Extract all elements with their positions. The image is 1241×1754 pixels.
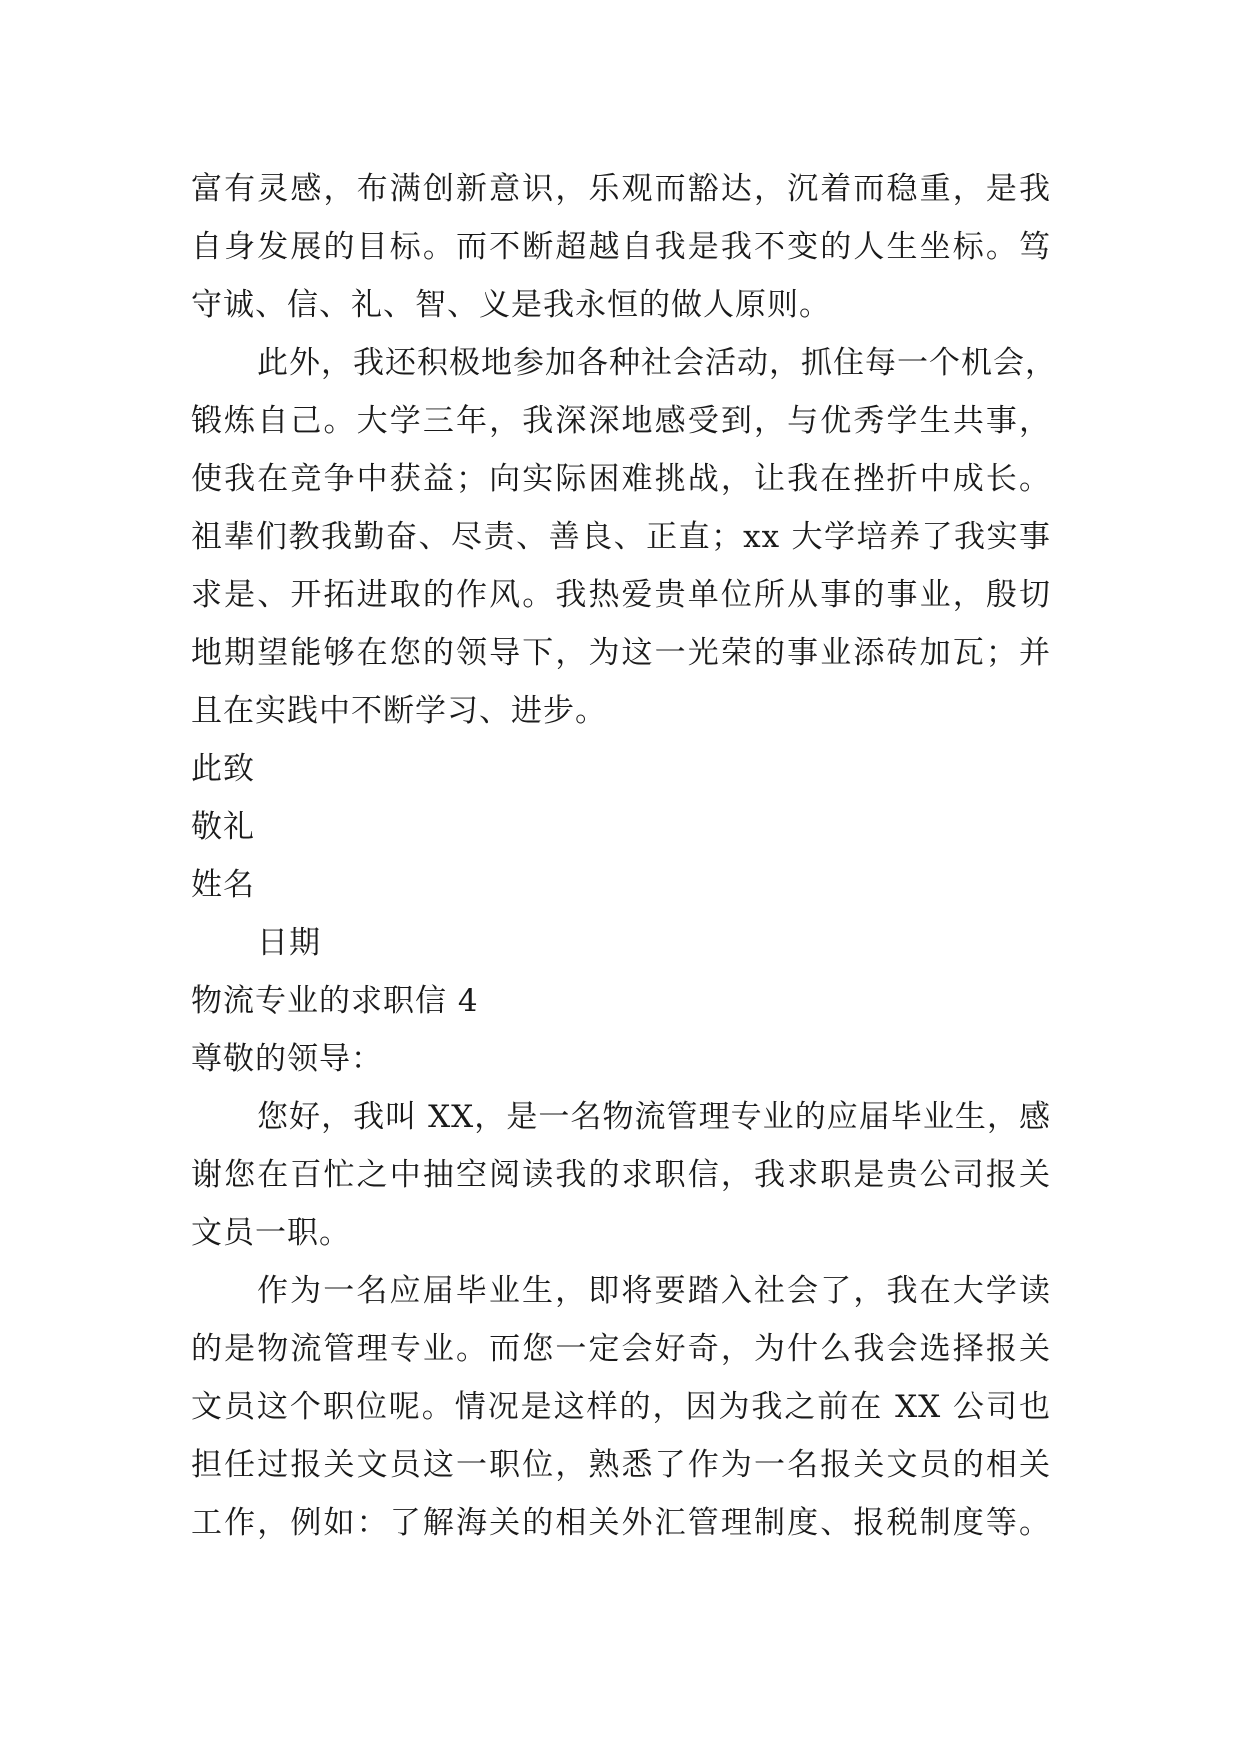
text-line: 且在实践中不断学习、进步。 (191, 693, 607, 729)
paragraph-introduction (191, 1088, 1051, 1262)
signature-date: 日期 (257, 925, 321, 961)
paragraph-goals (191, 160, 1051, 334)
text-line: 求是、开拓进取的作风。我热爱贵单位所从事的事业，殷切 (191, 577, 1051, 613)
text-line: 富有灵感，布满创新意识，乐观而豁达，沉着而稳重，是我 (191, 171, 1051, 207)
text-line: 谢您在百忙之中抽空阅读我的求职信，我求职是贵公司报关 (191, 1157, 1051, 1193)
salutation-text: 敬礼 (191, 809, 255, 845)
text-line: 自身发展的目标。而不断超越自我是我不变的人生坐标。笃 (191, 229, 1051, 265)
text-line: 锻炼自己。大学三年，我深深地感受到，与优秀学生共事， (191, 403, 1051, 439)
text-line: 作为一名应届毕业生，即将要踏入社会了，我在大学读 (257, 1273, 1051, 1309)
text-line: 文员一职。 (191, 1215, 351, 1251)
text-line: 使我在竞争中获益；向实际困难挑战，让我在挫折中成长。 (191, 461, 1051, 497)
text-line: 守诚、信、礼、智、义是我永恒的做人原则。 (191, 287, 831, 323)
text-line: 祖辈们教我勤奋、尽责、善良、正直；xx 大学培养了我实事 (191, 519, 1051, 555)
closing-text: 此致 (191, 751, 255, 787)
paragraph-experience (191, 1262, 1051, 1552)
text-line: 地期望能够在您的领导下，为这一光荣的事业添砖加瓦；并 (191, 635, 1051, 671)
letter-greeting: 尊敬的领导： (191, 1041, 383, 1077)
text-line: 文员这个职位呢。情况是这样的，因为我之前在 XX 公司也 (191, 1389, 1051, 1425)
text-line: 您好，我叫 XX，是一名物流管理专业的应届毕业生，感 (257, 1099, 1051, 1135)
paragraph-activities (191, 334, 1057, 740)
document-page (191, 160, 1057, 1552)
letter-title: 物流专业的求职信 4 (191, 983, 479, 1019)
text-line: 担任过报关文员这一职位，熟悉了作为一名报关文员的相关 (191, 1447, 1051, 1483)
text-line: 工作，例如：了解海关的相关外汇管理制度、报税制度等。 (191, 1505, 1051, 1541)
text-line: 此外，我还积极地参加各种社会活动，抓住每一个机会， (257, 345, 1057, 381)
signature-name: 姓名 (191, 867, 255, 903)
text-line: 的是物流管理专业。而您一定会好奇，为什么我会选择报关 (191, 1331, 1051, 1367)
